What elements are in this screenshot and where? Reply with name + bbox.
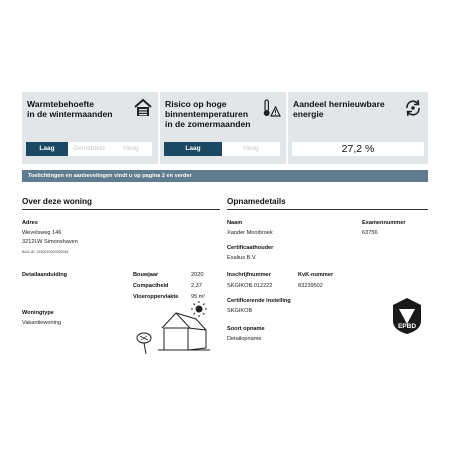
title-line: energie <box>293 109 324 119</box>
section-divider <box>22 209 220 210</box>
detailaanduiding-label: Detailaanduiding <box>22 272 68 278</box>
inschrijfnummer-value: SKGIKOB.012222 <box>227 283 273 289</box>
bag-id: BAG-ID: 1930010000209048 <box>22 250 69 254</box>
epbd-logo-text: EPBD <box>397 323 417 330</box>
naam-label: Naam <box>227 220 243 226</box>
title-line: Risico op hoge <box>165 99 227 109</box>
option-gemiddeld: Gemiddeld <box>68 142 110 156</box>
thermometer-warning-icon <box>261 98 281 118</box>
title-line: Aandeel hernieuwbare <box>293 99 385 109</box>
examennummer-value: 63756 <box>362 230 378 236</box>
section-title-woning: Over deze woning <box>22 197 93 206</box>
epbd-logo-icon <box>390 296 424 336</box>
card-warmtebehoefte <box>22 92 158 164</box>
soort-opname-label: Soort opname <box>227 326 265 332</box>
inschrijfnummer-label: Inschrijfnummer <box>227 272 271 278</box>
adres-postcode: 3212LW Simonshaven <box>22 239 78 245</box>
section-title-opname: Opnamedetails <box>227 197 286 206</box>
title-line: Warmtebehoefte <box>27 99 95 109</box>
certificaathouder-value: Exalius B.V. <box>227 255 257 261</box>
examennummer-label: Examennummer <box>362 220 406 226</box>
house-heating-icon <box>133 98 153 118</box>
renewable-percentage: 27,2 % <box>292 142 424 156</box>
card-title <box>293 99 385 119</box>
kvk-value: 83239502 <box>298 283 323 289</box>
vloeroppervlakte-value: 95 m² <box>191 294 206 300</box>
bouwjaar-label: Bouwjaar <box>133 272 159 278</box>
option-hoog: Hoog <box>110 142 152 156</box>
vloeroppervlakte-label: Vloeroppervlakte <box>133 294 179 300</box>
adres-label: Adres <box>22 220 38 226</box>
woningtype-value: Vakantiewoning <box>22 320 62 326</box>
house-illustration-icon <box>134 300 212 356</box>
certificerende-instelling-value: SKGIKOB <box>227 308 253 314</box>
card-title <box>27 99 112 119</box>
certificerende-instelling-label: Certificerende instelling <box>227 298 291 304</box>
compactheid-value: 2,37 <box>191 283 202 289</box>
woningtype-label: Woningtype <box>22 310 54 316</box>
option-laag: Laag <box>26 142 68 156</box>
option-laag: Laag <box>164 142 222 156</box>
card-hernieuwbare-energie <box>288 92 428 164</box>
title-line: in de wintermaanden <box>27 109 113 119</box>
naam-value: Xander Mooibroek <box>227 230 273 236</box>
compactheid-label: Compactheid <box>133 283 169 289</box>
section-divider <box>227 209 428 210</box>
renewable-cycle-icon <box>403 98 423 118</box>
card-risico-binnentemperaturen <box>160 92 286 164</box>
title-line: binnentemperaturen <box>165 109 249 119</box>
soort-opname-value: Detailopname <box>227 336 262 342</box>
adres-street: Wevelsweg 146 <box>22 230 62 236</box>
certificaathouder-label: Certificaathouder <box>227 245 274 251</box>
option-hoog: Hoog <box>222 142 280 156</box>
bouwjaar-value: 2020 <box>191 272 204 278</box>
info-banner: Toelichtingen en aanbevelingen vindt u op pagina 2 en verder <box>22 170 428 182</box>
kvk-label: KvK-nummer <box>298 272 334 278</box>
card-title <box>165 99 250 129</box>
title-line: in de zomermaanden <box>165 119 251 129</box>
